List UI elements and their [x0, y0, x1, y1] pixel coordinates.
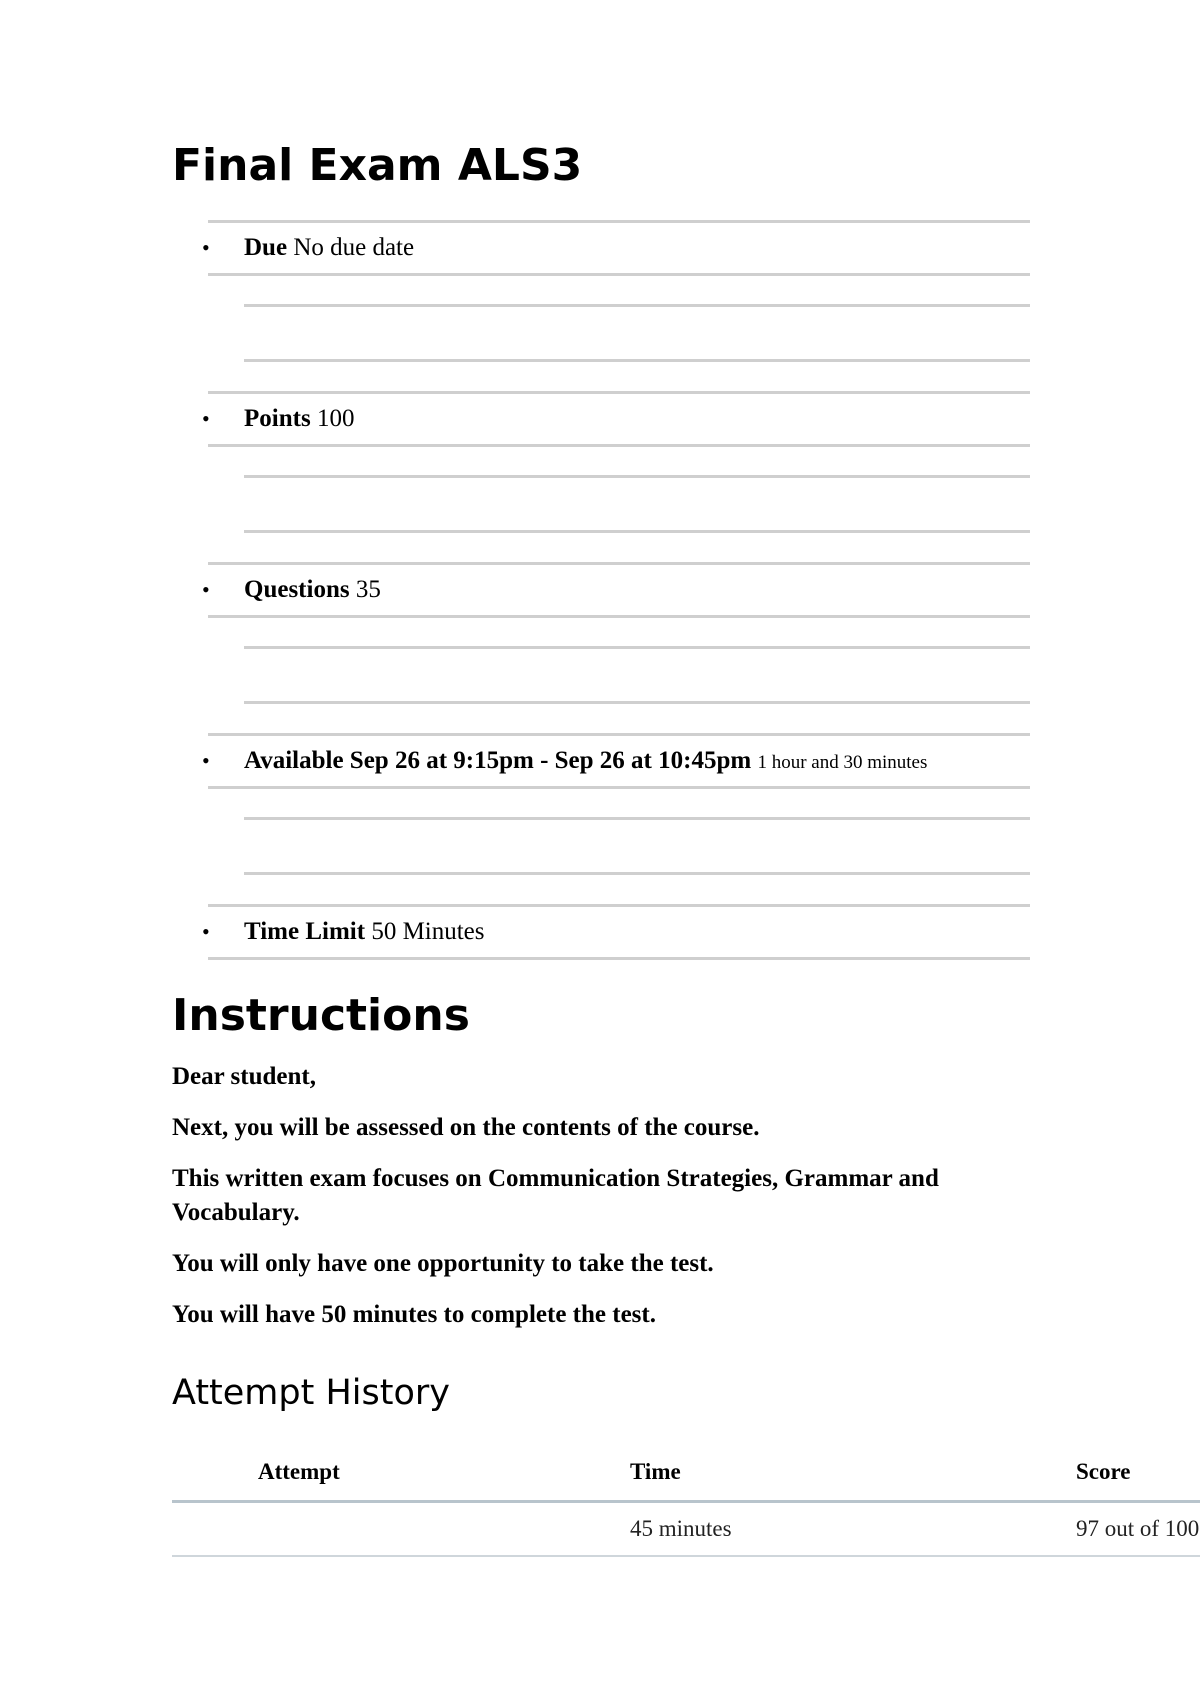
detail-row	[202, 391, 1030, 447]
instructions-paragraph: Next, you will be assessed on the contents of the course.	[172, 1114, 760, 1141]
instructions-paragraph: You will have 50 minutes to complete the test.	[172, 1301, 656, 1328]
divider	[244, 817, 1030, 875]
detail-value: 35	[355, 576, 381, 603]
table-header-row	[172, 1444, 1200, 1502]
detail-row	[202, 562, 1030, 618]
instructions-heading: Instructions	[172, 990, 470, 1041]
detail-value: No due date	[293, 234, 415, 261]
detail-row	[202, 220, 1030, 276]
detail-row	[202, 733, 1030, 789]
detail-value: Sep 26 at 9:15pm - Sep 26 at 10:45pm	[349, 747, 752, 774]
row-cell-time: 45 minutes	[630, 1502, 1076, 1557]
instructions-paragraph: You will only have one opportunity to take the test.	[172, 1250, 714, 1277]
header-cell-attempt: Attempt	[258, 1444, 630, 1502]
bullet-icon: •	[202, 235, 210, 260]
detail-value: 50 Minutes	[371, 918, 485, 945]
detail-label: Questions	[244, 576, 350, 603]
detail-label: Due	[244, 234, 288, 261]
detail-note: 1 hour and 30 minutes	[757, 752, 928, 773]
divider	[244, 304, 1030, 362]
instructions-paragraph: Dear student,	[172, 1063, 316, 1090]
detail-due	[202, 220, 1030, 391]
bullet-icon: •	[202, 406, 210, 431]
bullet-icon: •	[202, 919, 210, 944]
attempt-history-table	[172, 1444, 1200, 1557]
row-cell-blank	[172, 1502, 258, 1557]
header-cell-blank	[172, 1444, 258, 1502]
row-cell-score: 97 out of 100	[1076, 1502, 1200, 1557]
quiz-details-list	[202, 220, 1030, 1075]
attempt-history-heading: Attempt History	[172, 1373, 450, 1413]
detail-value: 100	[316, 405, 355, 432]
instructions-paragraph: This written exam focuses on Communication Strategies, Grammar and Vocabulary.	[172, 1165, 939, 1226]
detail-label: Points	[244, 405, 311, 432]
page-title: Final Exam ALS3	[172, 140, 583, 191]
detail-points	[202, 391, 1030, 562]
divider	[244, 475, 1030, 533]
header-cell-time: Time	[630, 1444, 1076, 1502]
header-cell-score: Score	[1076, 1444, 1200, 1502]
instructions-body	[172, 1060, 1012, 1349]
bullet-icon: •	[202, 748, 210, 773]
detail-available	[202, 733, 1030, 904]
row-cell-attempt[interactable]	[258, 1502, 630, 1557]
detail-label: Available	[244, 747, 344, 774]
divider	[244, 646, 1030, 704]
detail-row	[202, 904, 1030, 960]
detail-questions	[202, 562, 1030, 733]
bullet-icon: •	[202, 577, 210, 602]
table-row	[172, 1502, 1200, 1557]
detail-label: Time Limit	[244, 918, 366, 945]
